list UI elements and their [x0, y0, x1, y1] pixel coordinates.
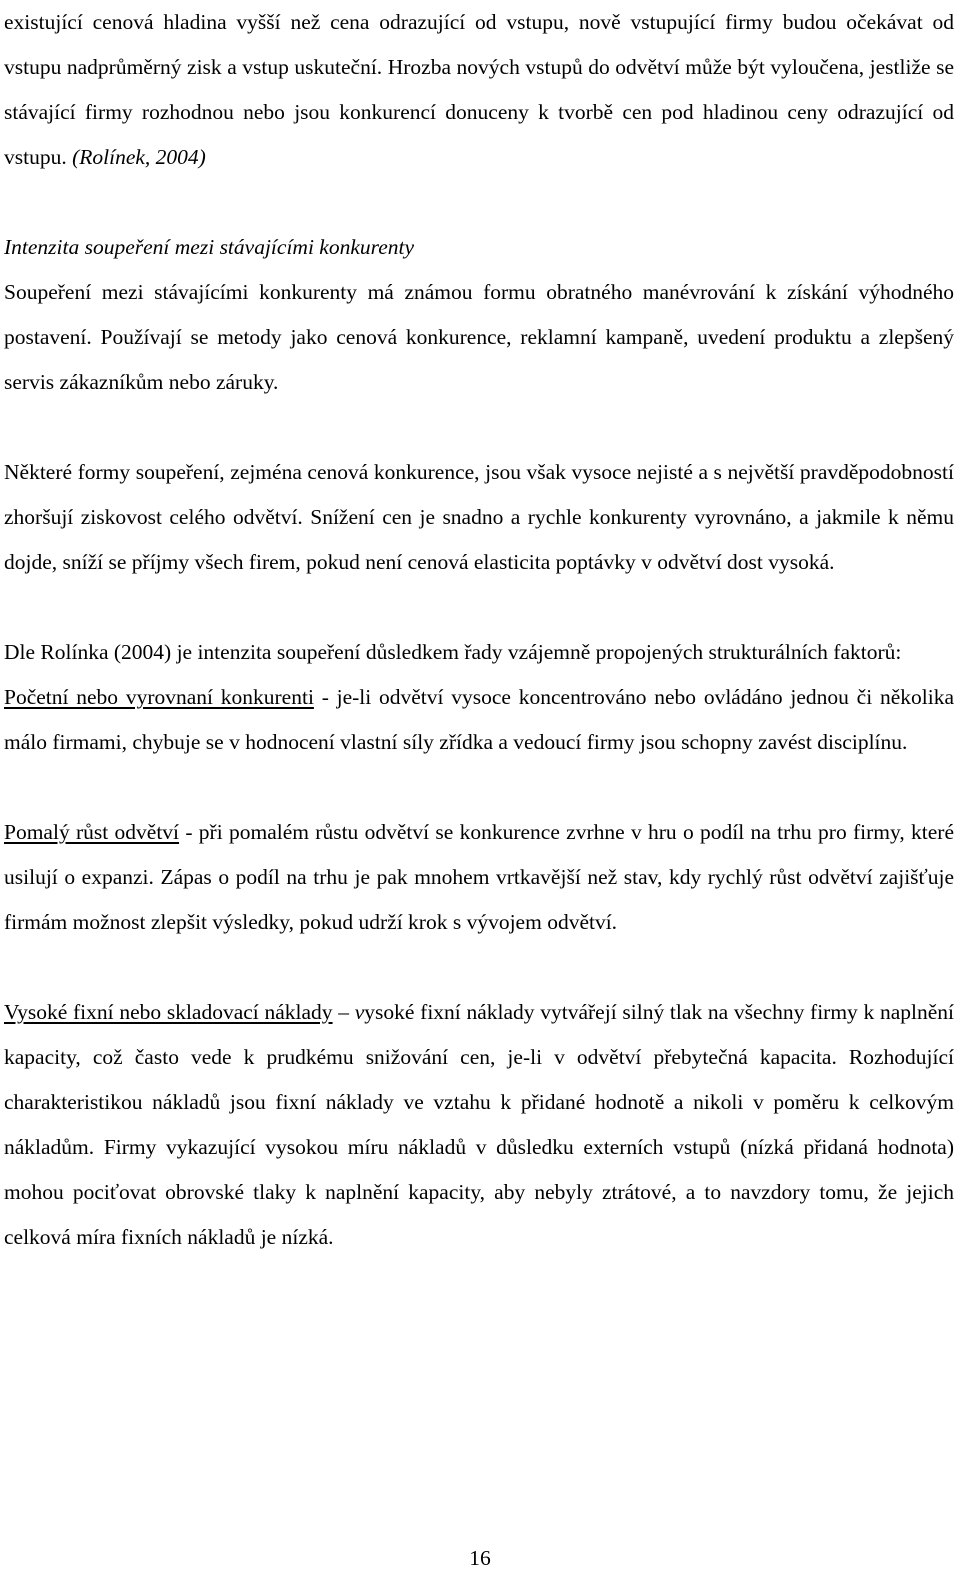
factor-text: ysoké fixní náklady vytvářejí silný tlak na všechny firmy k naplnění kapacity, což často vede k prudkému snižování cen, je-li v odvětví přebytečná kapacita. Rozhodující charakteristikou nákladů jsou fixní náklady ve vztahu k přidané hodnotě a nikoli v poměru k celkovým nákladům. Firmy vykazující vysokou míru nákladů v důsledku externích vstupů (nízká přidaná hodnota) mohou pociťovat obrovské tlaky k naplnění kapacity, aby nebyly ztrátové, a to navzdory tomu, že jejich celková míra fixních nákladů je nízká.	[4, 1000, 955, 1249]
paragraph-slow-growth	[4, 810, 954, 945]
paragraph-spacer	[4, 180, 954, 225]
factor-dash: –	[332, 1000, 355, 1024]
section-heading: Intenzita soupeření mezi stávajícími konkurenty	[4, 235, 415, 259]
factor-text: - při pomalém růstu odvětví se konkurence zvrhne v hru o podíl na trhu pro firmy, které usilují o expanzi. Zápas o podíl na trhu je pak mnohem vrtkavější než stav, kdy rychlý růst odvětví zajišťuje firmám možnost zlepšit výsledky, pokud udrží krok s vývojem odvětví.	[4, 820, 955, 934]
paragraph-text: existující cenová hladina vyšší než cena odrazující od vstupu, nově vstupující firmy budou očekávat od vstupu nadprůměrný zisk a vstup uskuteční. Hrozba nových vstupů do odvětví může být vyloučena, jestliže se stávající firmy rozhodnou nebo jsou konkurencí donuceny k tvorbě cen pod hladinou ceny odrazující od vstupu.	[4, 10, 954, 169]
paragraph-spacer	[4, 765, 954, 810]
page-number: 16	[469, 1546, 491, 1570]
factor-term: Pomalý růst odvětví	[4, 820, 180, 844]
paragraph-entry-threat	[4, 0, 954, 180]
paragraph-spacer	[4, 945, 954, 990]
factor-term: Početní nebo vyrovnaní konkurenti	[4, 685, 314, 709]
paragraph-fixed-costs	[4, 990, 954, 1260]
factor-term: Vysoké fixní nebo skladovací náklady	[4, 1000, 333, 1024]
factor-italic-letter: v	[354, 1000, 365, 1024]
factor-text: - je-li odvětví vysoce koncentrováno nebo ovládáno jednou či několika málo firmami, chybuje se v hodnocení vlastní síly zřídka a vedoucí firmy jsou schopny zavést disciplínu.	[4, 685, 955, 754]
paragraph-structural-factors: Dle Rolínka (2004) je intenzita soupeření důsledkem řady vzájemně propojených strukturálních faktorů:	[4, 640, 902, 664]
document-page	[4, 0, 954, 1260]
citation: (Rolínek, 2004)	[72, 145, 206, 169]
paragraph-spacer	[4, 405, 954, 450]
paragraph-spacer	[4, 585, 954, 630]
paragraph-rivalry: Soupeření mezi stávajícími konkurenty má známou formu obratného manévrování k získání výhodného postavení. Používají se metody jako cenová konkurence, reklamní kampaně, uvedení produktu a zlepšený servis zákazníkům nebo záruky.	[4, 280, 954, 394]
paragraph-numerous-competitors	[4, 675, 954, 765]
paragraph-price-competition: Některé formy soupeření, zejména cenová konkurence, jsou však vysoce nejisté a s největší pravděpodobností zhoršují ziskovost celého odvětví. Snížení cen je snadno a rychle konkurenty vyrovnáno, a jakmile k němu dojde, sníží se příjmy všech firem, pokud není cenová elasticita poptávky v odvětví dost vysoká.	[4, 460, 954, 574]
